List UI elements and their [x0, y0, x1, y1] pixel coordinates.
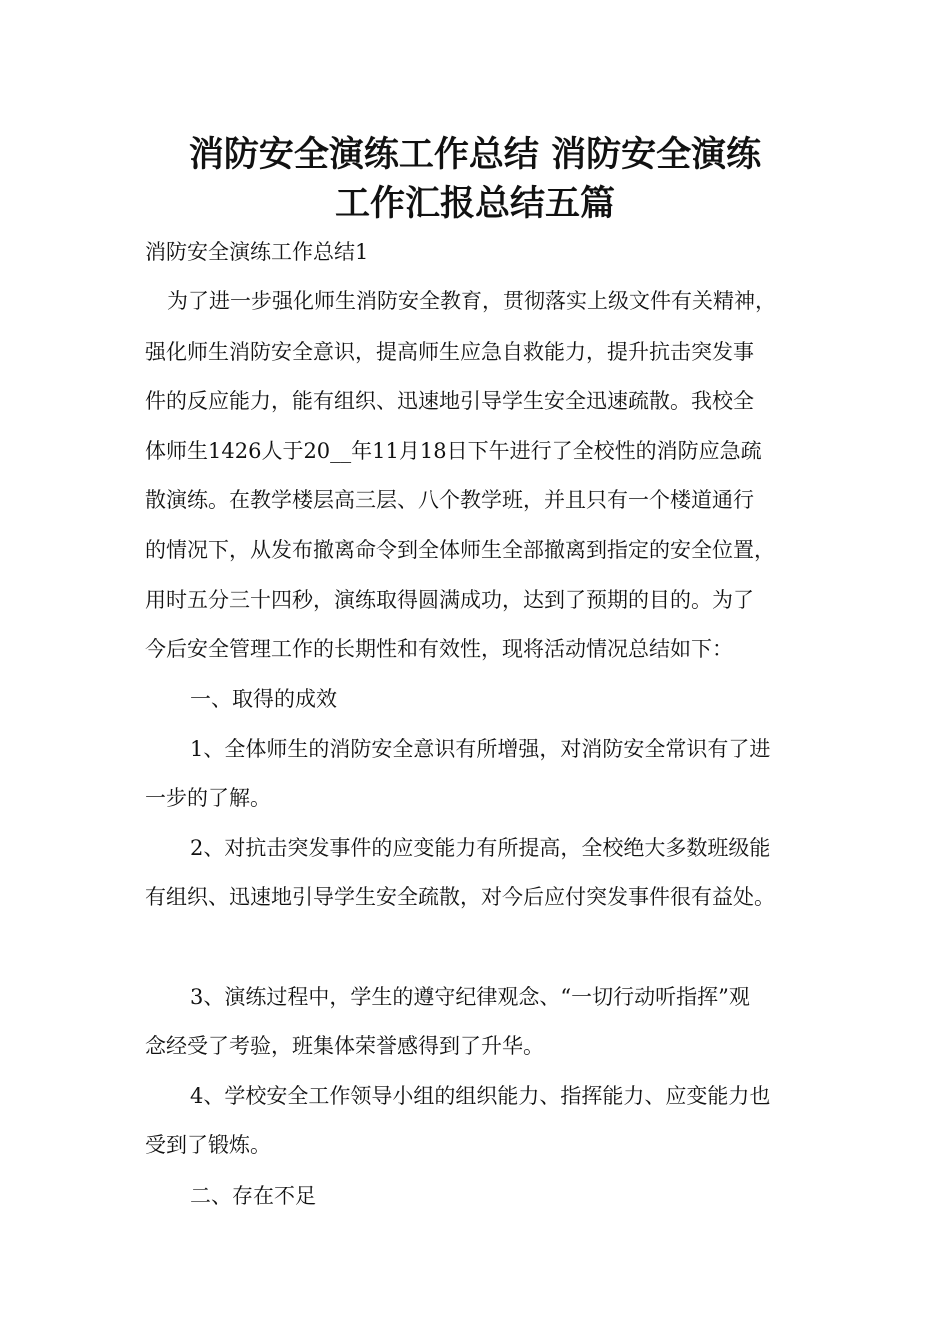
section-heading-achievements: 一、取得的成效 [190, 687, 337, 711]
list-item-line: 有组织、迅速地引导学生安全疏散，对今后应付突发事件很有益处。 [145, 885, 775, 909]
paragraph-line: 为了进一步强化师生消防安全教育，贯彻落实上级文件有关精神， [167, 289, 776, 313]
section-heading-shortcomings: 二、存在不足 [190, 1184, 316, 1208]
list-item-line: 3、演练过程中，学生的遵守纪律观念、“一切行动听指挥”观 [190, 985, 750, 1009]
paragraph-line: 的情况下，从发布撤离命令到全体师生全部撤离到指定的安全位置， [145, 538, 775, 562]
document-title-line-1: 消防安全演练工作总结 消防安全演练 [188, 135, 762, 175]
document-title-line-2: 工作汇报总结五篇 [334, 184, 615, 224]
list-item-line: 受到了锻炼。 [145, 1133, 271, 1157]
list-item-line: 2、对抗击突发事件的应变能力有所提高，全校绝大多数班级能 [190, 836, 771, 860]
list-item-line: 4、学校安全工作领导小组的组织能力、指挥能力、应变能力也 [190, 1084, 771, 1108]
paragraph-line: 强化师生消防安全意识，提高师生应急自救能力，提升抗击突发事 [145, 340, 754, 364]
list-item-line: 1、全体师生的消防安全意识有所增强，对消防安全常识有了进 [190, 737, 771, 761]
section-heading: 消防安全演练工作总结1 [145, 240, 369, 264]
paragraph-line: 今后安全管理工作的长期性和有效性，现将活动情况总结如下： [145, 637, 733, 661]
list-item-line: 念经受了考验，班集体荣誉感得到了升华。 [145, 1034, 544, 1058]
paragraph-line: 用时五分三十四秒，演练取得圆满成功，达到了预期的目的。为了 [145, 588, 754, 612]
paragraph-line: 体师生1426人于20__年11月18日下午进行了全校性的消防应急疏 [145, 439, 762, 463]
paragraph-line: 件的反应能力，能有组织、迅速地引导学生安全迅速疏散。我校全 [145, 389, 754, 413]
paragraph-line: 散演练。在教学楼层高三层、八个教学班，并且只有一个楼道通行 [145, 488, 754, 512]
list-item-line: 一步的了解。 [145, 786, 271, 810]
